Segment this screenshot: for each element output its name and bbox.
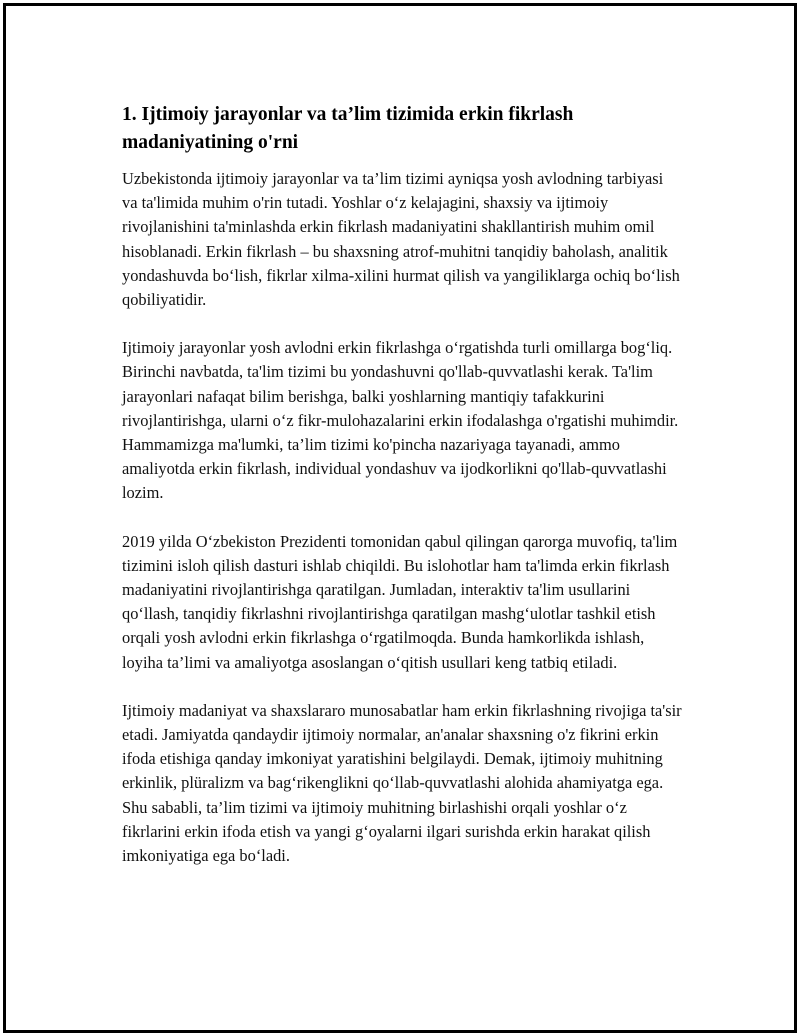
paragraph-3: 2019 yilda O‘zbekiston Prezidenti tomonidan qabul qilingan qarorga muvofiq, ta'lim tizimini isloh qilish dasturi ishlab chiqildi. Bu islohotlar ham ta'limda erkin fikrlash madaniyatini rivojlantirishga qaratilgan. Jumladan, interaktiv ta'lim usullarini qo‘llash, tanqidiy fikrlashni rivojlantirishga qaratilgan mashg‘ulotlar tashkil etish orqali yosh avlodni erkin fikrlashga o‘rgatilmoqda. Bunda hamkorlikda ishlash, loyiha ta’limi va amaliyotga asoslangan o‘qitish usullari keng tatbiq etiladi.: [122, 531, 678, 672]
paragraph-4: Ijtimoiy madaniyat va shaxslararo munosabatlar ham erkin fikrlashning rivojiga ta'sir etadi. Jamiyatda qandaydir ijtimoiy normalar, an'analar shaxsning o'z fikrini erkin ifoda etishiga qanday imkoniyat yaratishini belgilaydi. Demak, ijtimoiy muhitning erkinlik, plüralizm va bag‘rikenglikni qo‘llab-quvvatlashi alohida ahamiyatga ega. Shu sababli, ta’lim tizimi va ijtimoiy muhitning birlashishi orqali yoshlar o‘z fikrlarini erkin ifoda etish va yangi g‘oyalarni ilgari surishda erkin harakat qilish imkoniyatiga ega bo‘ladi.: [122, 700, 682, 866]
paragraph-2: Ijtimoiy jarayonlar yosh avlodni erkin fikrlashga o‘rgatishda turli omillarga bog‘liq. Birinchi navbatda, ta'lim tizimi bu yondashuvni qo'llab-quvvatlashi kerak. Ta'lim jarayonlari nafaqat bilim berishga, balki yoshlarning mantiqiy tafakkurini rivojlantirishga, ularni o‘z fikr-mulohazalarini erkin ifodalashga o'rgatishi muhimdir. Hammamizga ma'lumki, ta’lim tizimi ko'pincha nazariyaga tayanadi, ammo amaliyotda erkin fikrlash, individual yondashuv va ijodkorlikni qo'llab-quvvatlashi lozim.: [122, 338, 679, 503]
page-frame: [3, 3, 797, 1033]
paragraph-1: Uzbekistonda ijtimoiy jarayonlar va ta’lim tizimi ayniqsa yosh avlodning tarbiyasi va ta'limida muhim o'rin tutadi. Yoshlar o‘z kelajagini, shaxsiy va ijtimoiy rivojlanishini ta'minlashda erkin fikrlash madaniyatini shakllantirish muhim omil hisoblanadi. Erkin fikrlash – bu shaxsning atrof-muhitni tanqidiy baholash, analitik yondashuvda bo‘lish, fikrlar xilma-xilini hurmat qilish va yangiliklarga ochiq bo‘lish qobiliyatidir.: [122, 169, 680, 310]
document-body: [122, 101, 682, 892]
section-heading: 1. Ijtimoiy jarayonlar va ta’lim tizimida erkin fikrlash madaniyatining o'rni: [122, 104, 574, 153]
